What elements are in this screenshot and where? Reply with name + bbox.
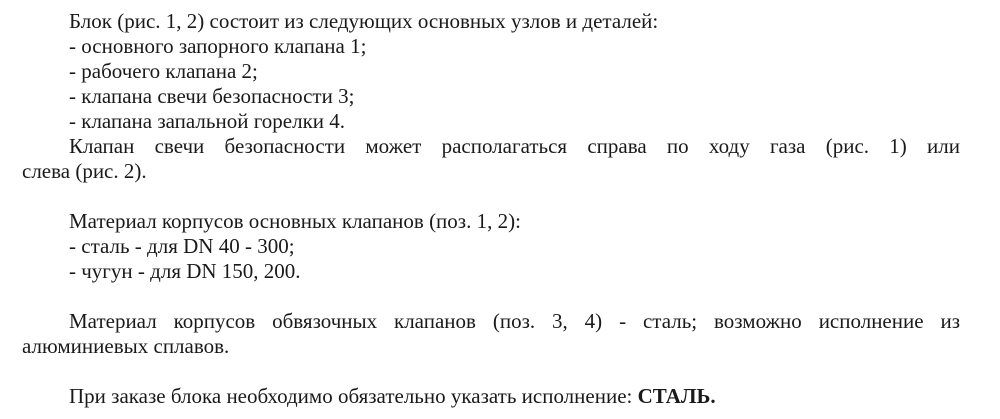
- list-item: - рабочего клапана 2;: [69, 59, 258, 83]
- list-item: - клапана свечи безопасности 3;: [69, 84, 355, 108]
- paragraph-gap: [22, 359, 960, 384]
- order-instruction: [22, 384, 960, 409]
- list-item: - клапана запальной горелки 4.: [69, 109, 346, 133]
- list-item: - основного запорного клапана 1;: [69, 34, 367, 58]
- material-aux-paragraph: [22, 309, 960, 359]
- safety-valve-note: [22, 134, 960, 184]
- list-item: - сталь - для DN 40 - 300;: [69, 234, 295, 258]
- safety-valve-note-line2: слева (рис. 2).: [22, 159, 147, 183]
- safety-valve-note-line1: Клапан свечи безопасности может располагаться справа по ходу газа (рис. 1) или: [69, 134, 960, 158]
- intro-heading: Блок (рис. 1, 2) состоит из следующих основных узлов и деталей:: [69, 9, 659, 33]
- material-main-heading: Материал корпусов основных клапанов (поз. 1, 2):: [69, 209, 521, 233]
- material-aux-line2: алюминиевых сплавов.: [22, 334, 230, 358]
- order-instruction-value: СТАЛЬ.: [637, 384, 716, 408]
- material-aux-line1: Материал корпусов обвязочных клапанов (поз. 3, 4) - сталь; возможно исполнение из: [69, 309, 960, 333]
- paragraph-gap: [22, 284, 960, 309]
- list-item: - чугун - для DN 150, 200.: [69, 259, 301, 283]
- paragraph-gap: [22, 184, 960, 209]
- order-instruction-text: При заказе блока необходимо обязательно указать исполнение:: [69, 384, 638, 408]
